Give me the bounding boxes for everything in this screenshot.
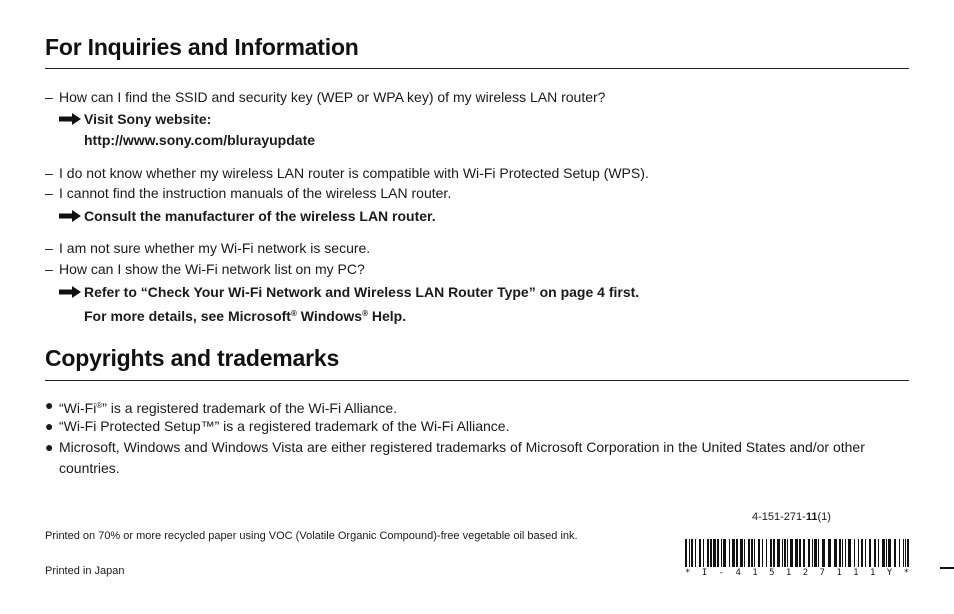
barcode-bar [689,539,690,567]
barcode-bar [717,539,719,567]
barcode-bar [858,539,859,567]
answer-text: Refer to “Check Your Wi-Fi Network and Wireless LAN Router Type” on page 4 first. [84,284,640,300]
barcode-bar [828,539,831,567]
barcode-bar [784,539,786,567]
barcode-digit: 1 [836,568,842,578]
barcode-bar [710,539,712,567]
answer-text: Visit Sony website: [84,111,212,127]
dash-mark: – [45,240,53,256]
barcode-bar [732,539,735,567]
barcode-bar [685,539,687,567]
barcode-bar [869,539,871,567]
barcode-bar [707,539,709,567]
barcode-bar [854,539,855,567]
document-code-bold: 11 [805,511,818,523]
barcode-digit: 1 [869,568,876,578]
barcode-bar [729,539,730,567]
dash-mark: – [45,261,53,277]
barcode-bar [758,539,760,567]
barcode-bar [894,539,896,567]
question-text: How can I find the SSID and security key (WEP or WPA key) of my wireless LAN router? [59,89,606,105]
bullet-icon: ● [45,418,54,434]
barcode-bar [886,539,887,567]
question-ssid [45,87,605,107]
barcode-bar [799,539,801,567]
barcode-bar [748,539,750,567]
barcode-bar [782,539,783,567]
edge-mark [940,567,954,569]
barcode-digit: 5 [769,568,775,578]
barcode-bar [848,539,851,567]
barcode-bar [874,539,876,567]
recycled-paper-note: Printed on 70% or more recycled paper using VOC (Volatile Organic Compound)-free vegetable oil based ink. [45,530,578,542]
barcode-bar [754,539,755,567]
barcode-digit: * [685,568,691,578]
barcode-digit: - [718,568,725,578]
barcode-bar [766,539,767,567]
question-text: How can I show the Wi-Fi network list on my PC? [59,261,365,277]
barcode-digits [685,568,909,578]
barcode-bar [845,539,846,567]
barcode-bar [814,539,817,567]
barcode-bar [882,539,885,567]
barcode-bar [736,539,738,567]
barcode-bar [878,539,879,567]
barcode-bar [905,539,906,567]
registered-mark: ® [362,309,368,318]
barcode-bar [834,539,837,567]
barcode-bar [691,539,693,567]
barcode-bar [790,539,793,567]
barcode-digit: I [701,568,708,578]
barcode-bar [907,539,909,567]
barcode-bar [787,539,788,567]
barcode-bar [818,539,819,567]
barcode-bar [713,539,716,567]
barcode-bar [695,539,696,567]
printed-in-japan: Printed in Japan [45,565,125,577]
trademark-text-part: ” is a registered trademark of the Wi-Fi Alliance. [102,400,398,416]
copyrights-rule [45,380,909,381]
barcode-digit: * [903,568,909,578]
trademark-text: “Wi-Fi Protected Setup™” is a registered trademark of the Wi-Fi Alliance. [59,418,510,434]
right-arrow-icon [59,286,81,298]
question-text: I do not know whether my wireless LAN router is compatible with Wi-Fi Protected Setup (WPS). [59,165,649,181]
dash-mark: – [45,185,53,201]
copyrights-heading: Copyrights and trademarks [45,345,340,371]
answer-refer-check [59,282,639,327]
details-text: Windows [296,308,363,324]
bullet-icon: ● [45,439,54,455]
registered-mark: ® [290,309,297,318]
barcode-bar [751,539,753,567]
barcode-bar [723,539,726,567]
barcode-bar [822,539,825,567]
barcode-bar [762,539,763,567]
right-arrow-icon [59,210,81,222]
inquiries-rule [45,68,909,69]
barcode-bar [899,539,900,567]
barcode-bar [839,539,841,567]
barcode-digit: Y [886,568,893,578]
barcode-bar [777,539,780,567]
barcode-bar [703,539,704,567]
details-text: For more details, see Microsoft [84,308,291,324]
barcode-bar [770,539,772,567]
answer-text: Consult the manufacturer of the wireless LAN router. [84,208,436,224]
barcode-bar [888,539,891,567]
barcode-bar [795,539,798,567]
right-arrow-icon [59,113,81,125]
barcode-digit: 1 [785,568,792,578]
inquiries-heading: For Inquiries and Information [45,34,359,60]
bullet-icon: ● [45,397,54,413]
barcode-bar [721,539,722,567]
barcode-bar [842,539,843,567]
barcode-digit: 7 [819,568,825,578]
barcode-bar [699,539,701,567]
trademark-item-microsoft [45,437,909,479]
answer-consult-manufacturer [59,206,436,227]
document-code [752,511,831,523]
document-code-suffix: (1) [817,511,831,523]
trademark-text-part: “Wi-Fi [59,400,97,416]
barcode-bar [865,539,866,567]
barcode-bar [773,539,775,567]
question-text: I am not sure whether my Wi-Fi network is secure. [59,240,371,256]
trademark-item-wps [45,416,909,437]
barcode-bar [803,539,805,567]
question-text: I cannot find the instruction manuals of the wireless LAN router. [59,185,452,201]
barcode-bar [861,539,863,567]
barcode-digit: 1 [853,568,859,578]
details-text: Help. [367,308,407,324]
question-secure [45,238,370,258]
document-code-prefix: 4-151-271- [752,511,806,523]
barcode-bar [740,539,743,567]
barcode-digit: 2 [802,568,809,578]
barcode-image [685,539,909,567]
registered-mark: ® [96,401,103,410]
barcode-digit: 1 [752,568,758,578]
question-network-list [45,259,365,279]
barcode-bar [808,539,810,567]
trademark-text: Microsoft, Windows and Windows Vista are either registered trademarks of Microsoft Corporation in the United States and/or other countries. [59,439,865,476]
barcode-digit: 4 [735,568,741,578]
sony-url-link[interactable]: http://www.sony.com/blurayupdate [84,132,316,148]
answer-visit-sony [59,109,315,151]
question-manuals [45,183,451,203]
barcode-bar [812,539,813,567]
barcode-bar [744,539,745,567]
answer-more-details [59,303,639,327]
question-wps [45,163,649,183]
dash-mark: – [45,89,53,105]
dash-mark: – [45,165,53,181]
barcode-bar [903,539,904,567]
